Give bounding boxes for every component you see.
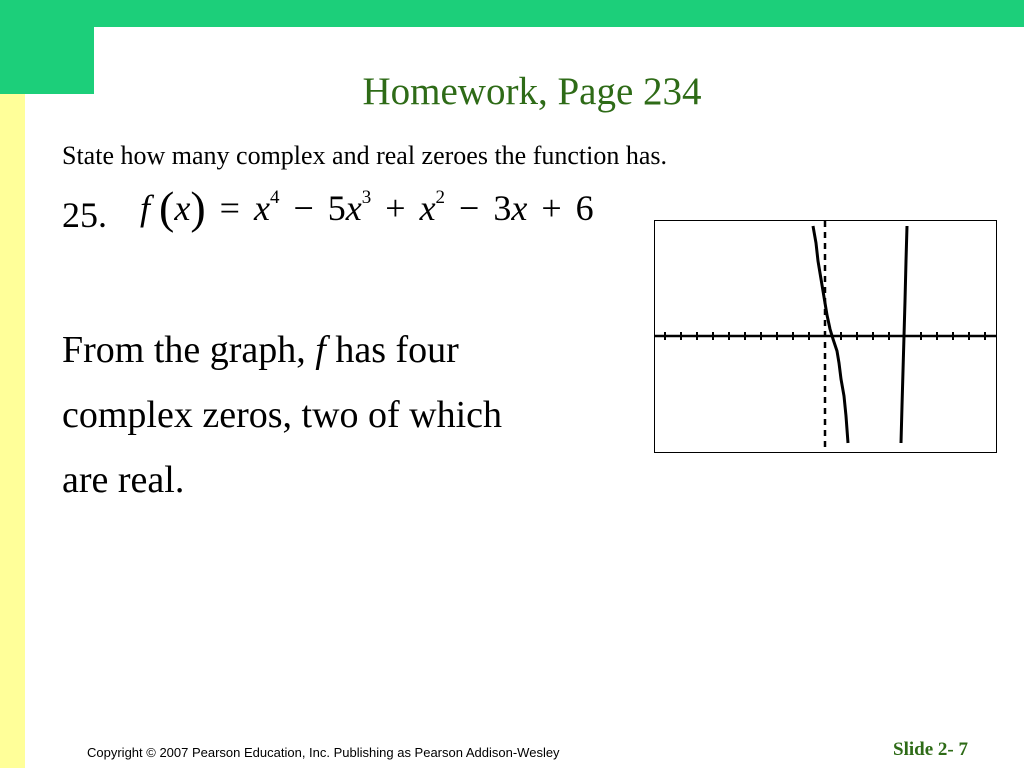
eq-open-paren: ( xyxy=(159,182,175,233)
eq-term3-exponent: 2 xyxy=(435,187,446,208)
answer-function-name: f xyxy=(315,329,326,371)
eq-term2-variable: x xyxy=(345,188,362,228)
eq-lhs-variable: x xyxy=(174,188,191,228)
slide-title: Homework, Page 234 xyxy=(362,70,702,113)
left-accent-bar xyxy=(0,27,25,768)
calculator-graph xyxy=(654,220,997,453)
eq-operator-3: − xyxy=(459,188,480,228)
function-equation xyxy=(140,180,594,233)
answer-line-1 xyxy=(62,318,622,383)
answer-line-1-prefix: From the graph, xyxy=(62,329,306,371)
graph-svg xyxy=(655,221,996,452)
top-accent-bar xyxy=(0,0,1024,27)
problem-number: 25. xyxy=(62,195,107,235)
eq-term4-coefficient: 3 xyxy=(493,188,512,228)
eq-operator-4: + xyxy=(541,188,562,228)
eq-operator-2: + xyxy=(385,188,406,228)
eq-term2-coefficient: 5 xyxy=(327,188,346,228)
graph-curve-right-branch xyxy=(901,226,907,443)
footer-copyright: Copyright © 2007 Pearson Education, Inc. Publishing as Pearson Addison-Wesley xyxy=(87,745,560,760)
eq-term1-exponent: 4 xyxy=(269,187,280,208)
eq-close-paren: ) xyxy=(190,182,206,233)
eq-term4-variable: x xyxy=(511,188,528,228)
answer-line-3: are real. xyxy=(62,459,185,501)
eq-term1-variable: x xyxy=(253,188,270,228)
eq-operator-1: − xyxy=(293,188,314,228)
eq-term3-variable: x xyxy=(419,188,436,228)
eq-equals: = xyxy=(219,188,240,228)
eq-term2-exponent: 3 xyxy=(361,187,372,208)
graph-curve-left-branch xyxy=(813,226,848,443)
answer-line-2: complex zeros, two of which xyxy=(62,394,503,436)
eq-function-name: f xyxy=(140,188,151,228)
eq-constant: 6 xyxy=(575,188,594,228)
answer-text xyxy=(62,318,622,513)
answer-line-1-suffix: has four xyxy=(335,329,459,371)
instruction-text: State how many complex and real zeroes the function has. xyxy=(62,141,668,170)
footer-slide-number: Slide 2- 7 xyxy=(893,739,968,760)
